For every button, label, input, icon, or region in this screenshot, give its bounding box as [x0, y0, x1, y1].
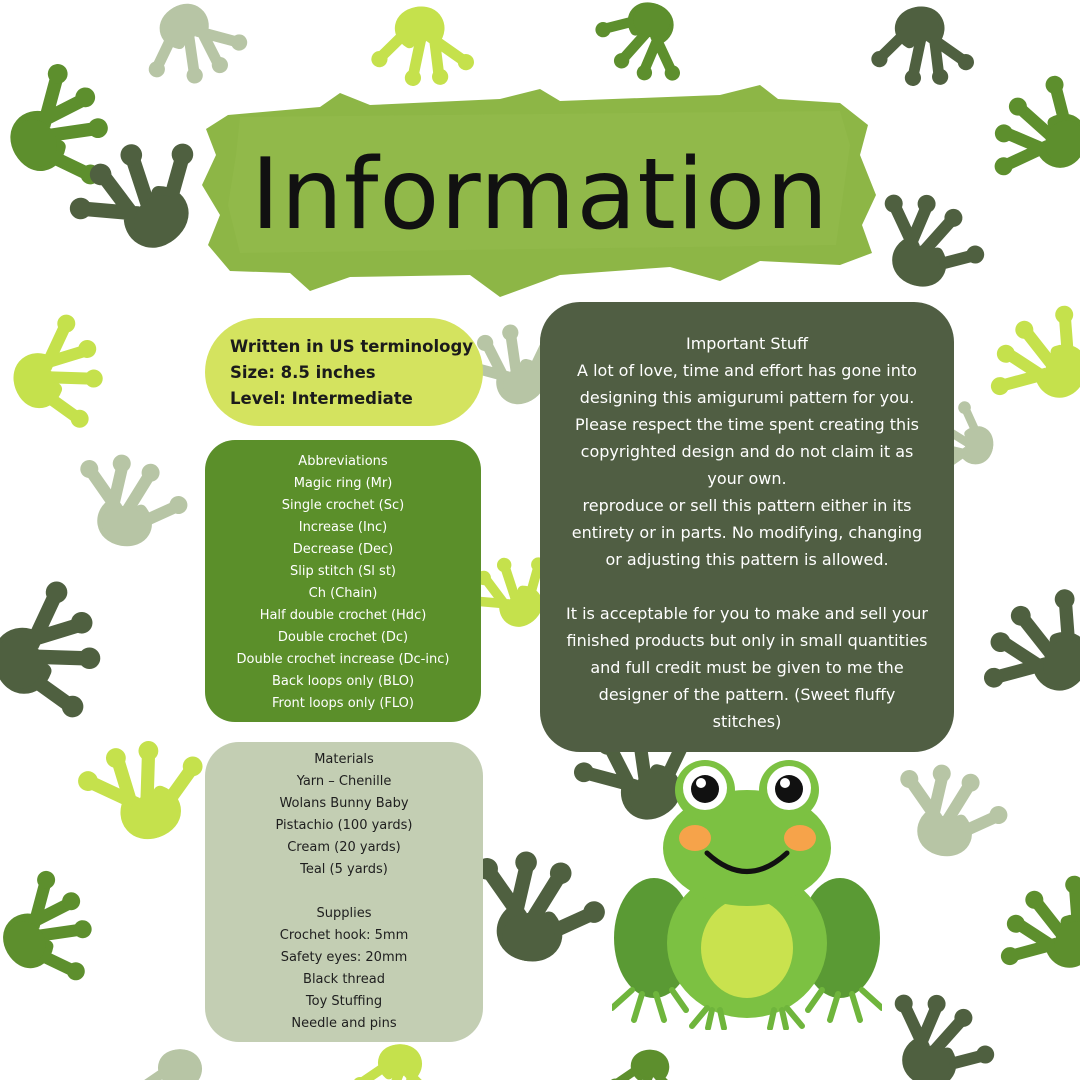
info-box [205, 318, 483, 426]
important-line: entirety or in parts. No modifying, changing [571, 523, 923, 542]
supply-item: Safety eyes: 20mm [280, 950, 408, 965]
footprint [864, 0, 977, 96]
footprint [68, 448, 194, 556]
footprint [71, 722, 221, 857]
supply-item: Crochet hook: 5mm [279, 928, 409, 943]
important-line: Please respect the time spent creating this [575, 415, 919, 434]
frog-illustration [612, 758, 882, 1030]
footprint [871, 982, 1007, 1080]
footprint [133, 1049, 223, 1080]
supply-item: Black thread [303, 972, 385, 987]
abbreviations-heading: Abbreviations [298, 454, 388, 469]
footprint [988, 857, 1080, 999]
important-line: and full credit must be given to me the [590, 658, 904, 677]
important-line: your own. [707, 469, 787, 488]
section-spacer [209, 881, 479, 903]
footprint [353, 1044, 443, 1080]
abbreviation-item: Double crochet (Dc) [277, 630, 409, 645]
abbreviation-item: Ch (Chain) [308, 586, 378, 601]
material-item: Pistachio (100 yards) [275, 818, 413, 833]
footprint [0, 862, 115, 1004]
abbreviation-item: Half double crochet (Hdc) [259, 608, 427, 623]
footprint [978, 287, 1080, 429]
supply-item: Needle and pins [291, 1016, 397, 1031]
important-line: designing this amigurumi pattern for you. [579, 388, 915, 407]
materials-heading: Materials [314, 752, 374, 767]
footprint [584, 0, 700, 92]
abbreviation-item: Slip stitch (Sl st) [290, 564, 396, 579]
important-box [540, 302, 954, 752]
abbreviation-item: Magic ring (Mr) [293, 476, 393, 491]
footprint [982, 63, 1080, 199]
supply-item: Toy Stuffing [305, 994, 383, 1009]
footprint [861, 182, 997, 305]
material-item: Cream (20 yards) [287, 840, 401, 855]
terminology-text: Written in US terminology [230, 337, 474, 356]
page-title: Information [250, 138, 830, 252]
important-heading: Important Stuff [686, 334, 808, 353]
materials-box [205, 742, 483, 1042]
material-item: Teal (5 yards) [300, 862, 388, 877]
footprint [0, 308, 120, 444]
important-line: or adjusting this pattern is allowed. [605, 550, 889, 569]
abbreviation-item: Single crochet (Sc) [281, 498, 405, 513]
footprint [609, 1050, 687, 1080]
abbreviation-item: Decrease (Dec) [292, 542, 394, 557]
level-text: Level: Intermediate [230, 389, 413, 408]
footprint [364, 0, 477, 96]
important-line: It is acceptable for you to make and sell your [565, 604, 928, 623]
abbreviation-item: Double crochet increase (Dc-inc) [236, 652, 450, 667]
paragraph-spacer [550, 573, 944, 600]
abbreviation-item: Increase (Inc) [298, 520, 388, 535]
footprint [0, 574, 121, 737]
important-line: stitches) [712, 712, 782, 731]
footprint [888, 758, 1014, 866]
important-line: finished products but only in small quantities [566, 631, 928, 650]
size-text: Size: 8.5 inches [230, 363, 376, 382]
important-line: copyrighted design and do not claim it as [580, 442, 914, 461]
abbreviations-box [205, 440, 481, 722]
supplies-heading: Supplies [316, 906, 372, 921]
important-line: designer of the pattern. (Sweet fluffy [598, 685, 896, 704]
footprint [970, 569, 1080, 725]
material-item: Yarn – Chenille [296, 774, 392, 789]
important-line: reproduce or sell this pattern either in its [582, 496, 912, 515]
footprint [462, 843, 613, 973]
material-item: Wolans Bunny Baby [279, 796, 409, 811]
abbreviation-item: Front loops only (FLO) [272, 696, 414, 711]
abbreviation-item: Back loops only (BLO) [271, 674, 415, 689]
important-line: A lot of love, time and effort has gone into [577, 361, 917, 380]
